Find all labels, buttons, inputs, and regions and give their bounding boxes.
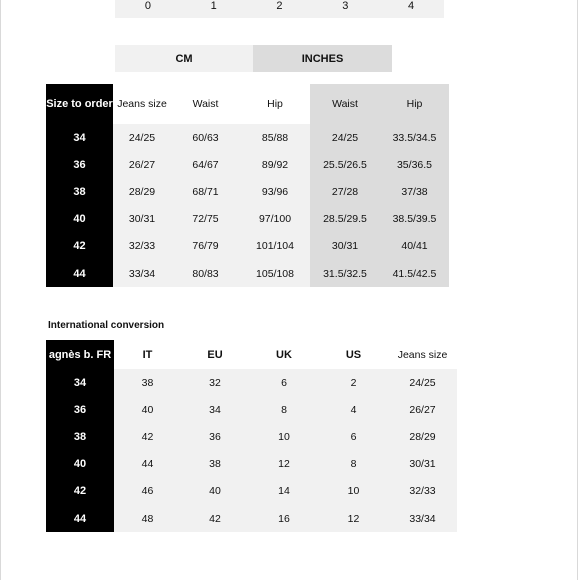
size-cell: 37/38 [380,178,449,205]
size-cell: 89/92 [240,151,310,178]
size-cell: 33/34 [113,260,171,287]
size-cell: 32/33 [113,233,171,260]
conv-cell: 2 [319,369,388,396]
size-cell: 44 [46,260,113,287]
size-cell: 38.5/39.5 [380,206,449,233]
size-cell: 25.5/26.5 [310,151,380,178]
top-row-cell: 0 [144,0,151,12]
conversion-table [46,340,457,532]
conv-cell: 30/31 [388,451,457,478]
conv-cell: 32/33 [388,478,457,505]
conv-cell: 14 [249,478,319,505]
conv-cell: 40 [114,396,181,423]
conv-cell: 8 [319,451,388,478]
conv-cell: 42 [46,478,114,505]
conv-cell: 33/34 [388,505,457,532]
frame-border-right [577,0,578,580]
conv-cell: 40 [46,451,114,478]
size-header-hip-in: Hip [380,84,449,124]
conv-cell: 42 [181,505,249,532]
size-table [46,84,449,287]
conv-cell: 6 [249,369,319,396]
size-header-jeans-size: Jeans size [113,84,171,124]
size-cell: 24/25 [113,124,171,151]
size-cell: 80/83 [171,260,240,287]
conv-cell: 16 [249,505,319,532]
size-cell: 30/31 [310,233,380,260]
size-cell: 93/96 [240,178,310,205]
size-cell: 40 [46,206,113,233]
conv-cell: 44 [46,505,114,532]
conv-cell: 36 [181,423,249,450]
size-cell: 26/27 [113,151,171,178]
conv-header-uk: UK [249,340,319,369]
size-cell: 85/88 [240,124,310,151]
size-cell: 27/28 [310,178,380,205]
conv-cell: 34 [181,396,249,423]
conv-cell: 38 [181,451,249,478]
size-cell: 24/25 [310,124,380,151]
size-cell: 105/108 [240,260,310,287]
conv-cell: 12 [249,451,319,478]
top-row-cell: 2 [276,0,283,12]
size-cell: 30/31 [113,206,171,233]
top-row-cell: 1 [210,0,217,12]
conv-cell: 4 [319,396,388,423]
frame-border-left [0,0,1,580]
size-cell: 31.5/32.5 [310,260,380,287]
conv-cell: 28/29 [388,423,457,450]
conv-cell: 10 [319,478,388,505]
conv-cell: 10 [249,423,319,450]
conv-cell: 44 [114,451,181,478]
conv-cell: 40 [181,478,249,505]
conv-cell: 42 [114,423,181,450]
size-cell: 34 [46,124,113,151]
size-cell: 28/29 [113,178,171,205]
size-cell: 97/100 [240,206,310,233]
conv-cell: 46 [114,478,181,505]
conv-header-us: US [319,340,388,369]
conv-cell: 38 [114,369,181,396]
conv-cell: 24/25 [388,369,457,396]
top-row-cell: 4 [408,0,415,12]
size-cell: 28.5/29.5 [310,206,380,233]
conv-header-eu: EU [181,340,249,369]
size-cell: 60/63 [171,124,240,151]
size-cell: 76/79 [171,233,240,260]
size-cell: 68/71 [171,178,240,205]
size-cell: 42 [46,233,113,260]
conv-header-it: IT [114,340,181,369]
size-cell: 41.5/42.5 [380,260,449,287]
size-header-size-to-order: Size to order [46,84,113,124]
size-header-waist-cm: Waist [171,84,240,124]
size-cell: 40/41 [380,233,449,260]
size-cell: 36 [46,151,113,178]
conv-cell: 8 [249,396,319,423]
previous-table-bottom-row [115,0,444,18]
unit-toggle [115,45,392,72]
size-header-waist-in: Waist [310,84,380,124]
conv-cell: 32 [181,369,249,396]
conversion-title: International conversion [48,320,165,331]
size-header-hip-cm: Hip [240,84,310,124]
size-cell: 72/75 [171,206,240,233]
size-cell: 33.5/34.5 [380,124,449,151]
conv-cell: 48 [114,505,181,532]
conv-cell: 38 [46,423,114,450]
top-row-cell: 3 [342,0,349,12]
conv-cell: 36 [46,396,114,423]
conv-cell: 6 [319,423,388,450]
conv-header-jeans-size: Jeans size [388,340,457,369]
conv-cell: 26/27 [388,396,457,423]
size-cell: 38 [46,178,113,205]
size-cell: 101/104 [240,233,310,260]
conv-cell: 12 [319,505,388,532]
size-cell: 35/36.5 [380,151,449,178]
size-cell: 64/67 [171,151,240,178]
unit-tab-cm[interactable]: CM [115,45,253,72]
conv-cell: 34 [46,369,114,396]
unit-tab-inches[interactable]: INCHES [253,45,392,72]
conv-header-fr: agnès b. FR [46,340,114,369]
